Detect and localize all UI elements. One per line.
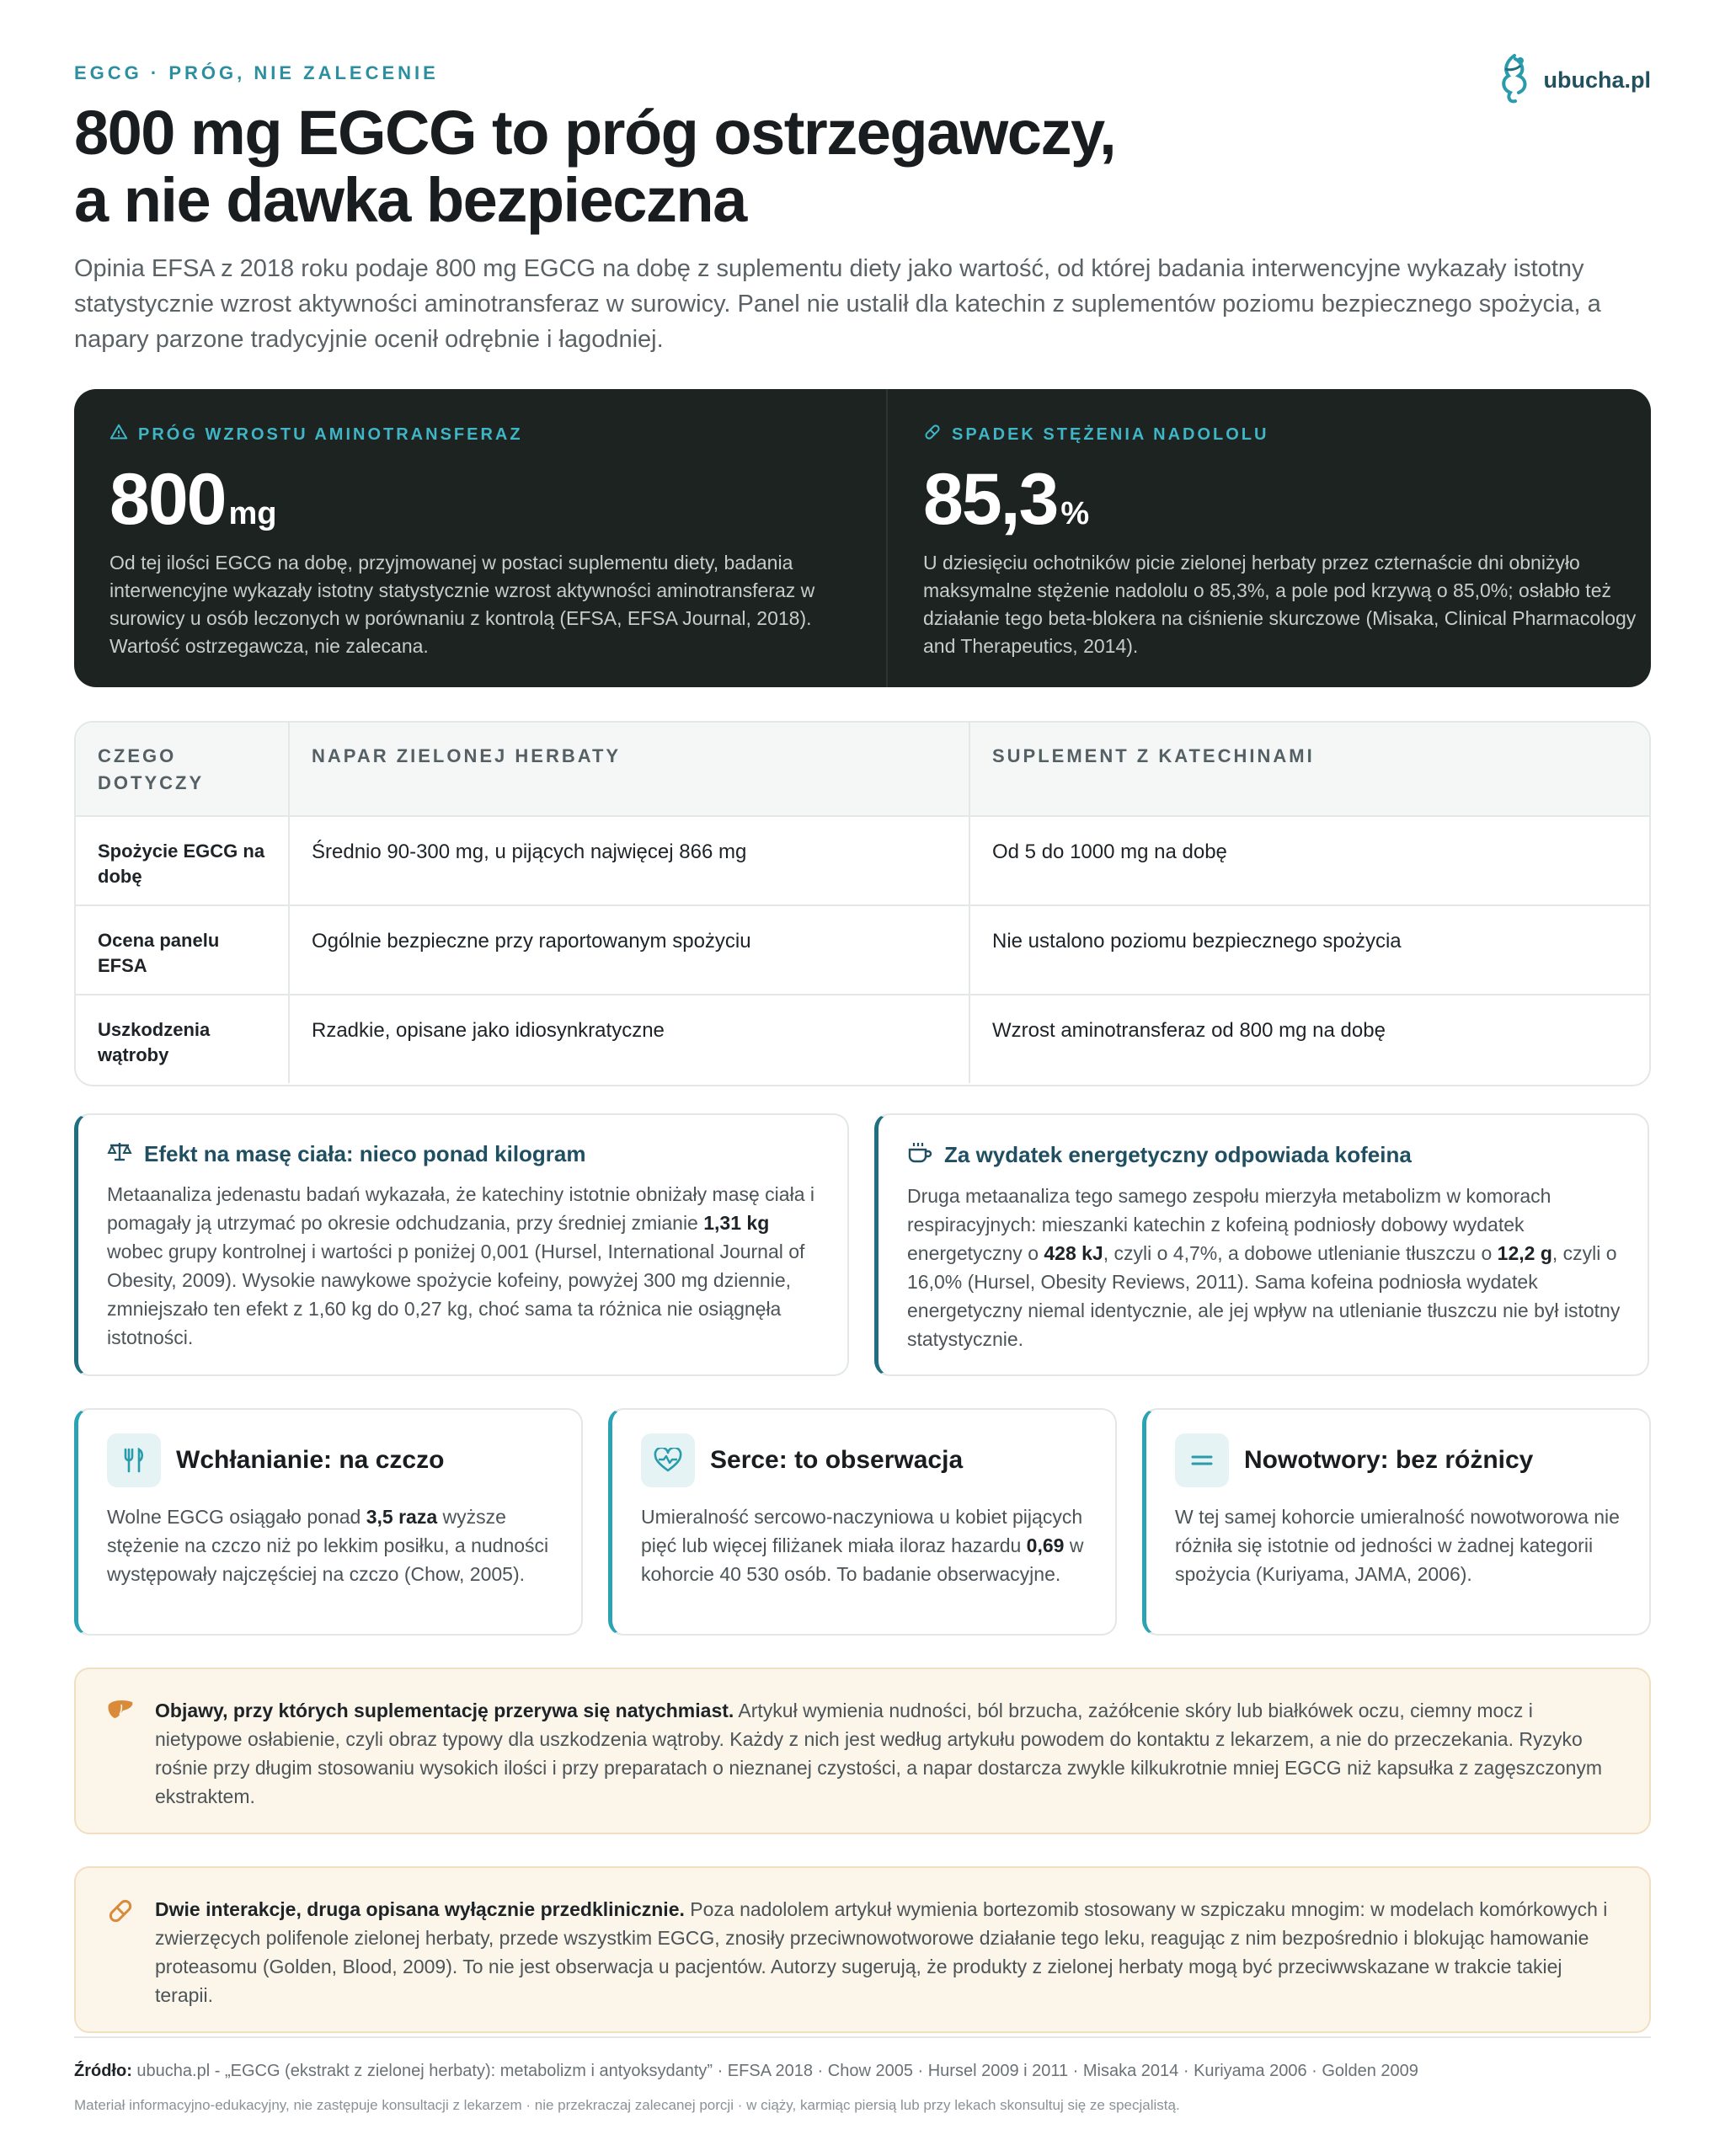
card-body-mass bbox=[74, 1113, 849, 1376]
eyebrow-label: EGCG · PRÓG, NIE ZALECENIE bbox=[74, 62, 439, 83]
card-text: Wolne EGCG osiągało ponad 3,5 raza wyższe stężenie na czczo niż po lekkim posiłku, a nudności występowały najczęściej na czczo (Chow, 2005). bbox=[107, 1506, 549, 1585]
stat-description: Od tej ilości EGCG na dobę, przyjmowanej w postaci suplementu diety, badania interwencyjne wykazały istotny statystycznie wzrost aktywności aminotransferaz w surowicy u osób leczonych w porównaniu z kontrolą (EFSA, EFSA Journal, 2018). Wartość ostrzegawcza, nie zalecana. bbox=[109, 552, 815, 657]
stats-panel bbox=[74, 389, 1651, 687]
table-row-label: Ocena panelu EFSA bbox=[76, 906, 290, 994]
tea-leaf-logo-icon bbox=[1495, 52, 1534, 109]
warning-text: Objawy, przy których suplementację przerywa się natychmiast. Artykuł wymienia nudności, ból brzucha, zażółcenie skóry lub białkówek oczu, ciemny mocz i nietypowe osłabienie, czyli obraz typowy dla uszkodzenia wątroby. Każdy z nich jest według artykułu powodem do kontaktu z lekarzem, a nie do przeczekania. Ryzyko rośnie przy długim stosowaniu wysokich ilości i przy preparatach o nieznanej czystości, a napar dostarcza zwykle kilkukrotnie mniej EGCG niż kapsułka z zagęszczonym ekstraktem. bbox=[155, 1700, 1603, 1807]
stat-label: PRÓG WZROSTU AMINOTRANSFERAZ bbox=[109, 423, 851, 446]
pill-icon bbox=[923, 423, 942, 446]
warning-interactions bbox=[74, 1866, 1651, 2033]
pill-icon bbox=[106, 1897, 135, 1929]
card-header bbox=[641, 1433, 1090, 1487]
card-header bbox=[107, 1433, 556, 1487]
card-text: Druga metaanaliza tego samego zespołu mierzyła metabolizm w komorach respiracyjnych: mieszanki katechin z kofeiną podniosły dobowy wydatek energetyczny o 428 kJ, czyli o 4,7%, a dobowe utlenianie tłuszczu o 12,2 g, czyli o 16,0% (Hursel, Obesity Reviews, 2011). Sama kofeina podniosła wydatek energetyczny niemal identycznie, ale jej wpływ na utlenianie tłuszczu nie był istotny statystycznie. bbox=[907, 1185, 1621, 1350]
warning-symptoms bbox=[74, 1668, 1651, 1834]
table-row-label: Spożycie EGCG na dobę bbox=[76, 817, 290, 905]
table-header-cell: NAPAR ZIELONEJ HERBATY bbox=[290, 723, 970, 815]
footer-source: Źródło: ubucha.pl - „EGCG (ekstrakt z zielonej herbaty): metabolizm i antyoksydanty” · EFSA 2018 · Chow 2005 · Hursel 2009 i 2011 · Misaka 2014 · Kuriyama 2006 · Golden 2009 bbox=[74, 2062, 1418, 2080]
stat-nadolol bbox=[886, 389, 1700, 687]
table-cell: Średnio 90-300 mg, u pijących najwięcej 866 mg bbox=[290, 817, 970, 905]
card-header bbox=[1175, 1433, 1624, 1487]
stat-label: SPADEK STĘŻENIA NADOLOLU bbox=[923, 423, 1664, 446]
footer-divider bbox=[74, 2036, 1651, 2038]
card-title: Wchłanianie: na czczo bbox=[176, 1446, 445, 1474]
stat-aminotransferase bbox=[74, 389, 886, 687]
card-absorption bbox=[74, 1408, 583, 1636]
stat-value bbox=[109, 459, 851, 540]
stat-number: 800 bbox=[109, 459, 226, 540]
table-cell: Wzrost aminotransferaz od 800 mg na dobę bbox=[992, 1019, 1386, 1042]
card-cancer bbox=[1142, 1408, 1651, 1636]
table-cell: Ogólnie bezpieczne przy raportowanym spożyciu bbox=[290, 906, 970, 994]
comparison-table bbox=[74, 721, 1651, 1086]
card-text: Metaanaliza jedenastu badań wykazała, że katechiny istotnie obniżały masę ciała i pomagały ją utrzymać po okresie odchudzania, przy średniej zmianie 1,31 kg wobec grupy kontrolnej i wartości p poniżej 0,001 (Hursel, International Journal of Obesity, 2009). Wysokie nawykowe spożycie kofeiny, powyżej 300 mg dziennie, zmniejszało ten efekt z 1,60 kg do 0,27 kg, choć sama ta różnica nie osiągnęła istotności. bbox=[107, 1183, 814, 1348]
warning-triangle-icon bbox=[109, 423, 128, 446]
card-title: Efekt na masę ciała: nieco ponad kilogram bbox=[107, 1140, 822, 1168]
table-header-cell: CZEGO DOTYCZY bbox=[76, 723, 290, 815]
card-energy-expenditure bbox=[874, 1113, 1649, 1376]
table-row bbox=[76, 815, 1649, 905]
title-line-2: a nie dawka bezpieczna bbox=[74, 165, 746, 235]
lead-paragraph: Opinia EFSA z 2018 roku podaje 800 mg EGCG na dobę z suplementu diety jako wartość, od której badania interwencyjne wykazały istotny statystycznie wzrost aktywności aminotransferaz w surowicy. Panel nie ustalił dla katechin z suplementów poziomu bezpiecznego spożycia, a napary parzone tradycyjnie ocenił odrębnie i łagodniej. bbox=[74, 255, 1601, 353]
warning-text: Dwie interakcje, druga opisana wyłącznie przedklinicznie. Poza nadololem artykuł wymienia bortezomib stosowany w szpiczaku mnogim: w modelach komórkowych i zwierzęcych polifenole zielonej herbaty, przede wszystkim EGCG, znosiły przeciwnowotworowe działanie tego leku, reagując z nim bezpośrednio i blokując hamowanie proteasomu (Golden, Blood, 2009). To nie jest obserwacja u pacjentów. Autorzy sugerują, że produkty z zielonej herbaty mogą być przeciwwskazane w trakcie takiej terapii. bbox=[155, 1898, 1608, 2006]
card-heart bbox=[608, 1408, 1117, 1636]
coffee-cup-icon bbox=[907, 1140, 932, 1170]
table-cell: Od 5 do 1000 mg na dobę bbox=[992, 841, 1227, 863]
brand-name: ubucha.pl bbox=[1543, 67, 1651, 93]
card-text: Umieralność sercowo-naczyniowa u kobiet pijących pięć lub więcej filiżanek miała iloraz hazardu 0,69 w kohorcie 40 530 osób. To badanie obserwacyjne. bbox=[641, 1506, 1084, 1585]
table-cell: Nie ustalono poziomu bezpiecznego spożycia bbox=[992, 930, 1402, 953]
equals-icon bbox=[1175, 1433, 1229, 1487]
table-row-label: Uszkodzenia wątroby bbox=[76, 995, 290, 1083]
brand-logo[interactable] bbox=[1495, 52, 1652, 109]
table-cell: Rzadkie, opisane jako idiosynkratyczne bbox=[290, 995, 970, 1083]
fork-knife-icon bbox=[107, 1433, 161, 1487]
title-line-1: 800 mg EGCG to próg ostrzegawczy, bbox=[74, 98, 1116, 168]
card-title: Nowotwory: bez różnicy bbox=[1244, 1446, 1534, 1474]
liver-icon bbox=[106, 1698, 135, 1726]
card-title: Serce: to obserwacja bbox=[710, 1446, 964, 1474]
stat-description: U dziesięciu ochotników picie zielonej herbaty przez czternaście dni obniżyło maksymalne stężenie nadololu o 85,3%, a pole pod krzywą o 85,0%; osłabło też działanie tego beta-blokera na ciśnienie skurczowe (Misaka, Clinical Pharmacology and Therapeutics, 2014). bbox=[923, 552, 1637, 657]
scale-icon bbox=[107, 1140, 132, 1168]
table-row bbox=[76, 905, 1649, 994]
table-header-cell: SUPLEMENT Z KATECHINAMI bbox=[992, 745, 1315, 766]
page-title bbox=[74, 99, 1338, 234]
footer-disclaimer: Materiał informacyjno-edukacyjny, nie zastępuje konsultacji z lekarzem · nie przekraczaj zalecanej porcji · w ciąży, karmiąc piersią lub przy lekach skonsultuj się ze specjalistą. bbox=[74, 2097, 1180, 2113]
stat-value bbox=[923, 459, 1664, 540]
card-text: W tej samej kohorcie umieralność nowotworowa nie różniła się istotnie od jedności w żadnej kategorii spożycia (Kuriyama, JAMA, 2006). bbox=[1175, 1506, 1620, 1585]
card-title: Za wydatek energetyczny odpowiada kofeina bbox=[907, 1140, 1622, 1170]
table-row bbox=[76, 994, 1649, 1083]
table-header-row bbox=[76, 723, 1649, 815]
stat-unit: % bbox=[1060, 496, 1090, 531]
heart-pulse-icon bbox=[641, 1433, 695, 1487]
stat-unit: mg bbox=[228, 496, 277, 531]
stat-number: 85,3 bbox=[923, 459, 1058, 540]
